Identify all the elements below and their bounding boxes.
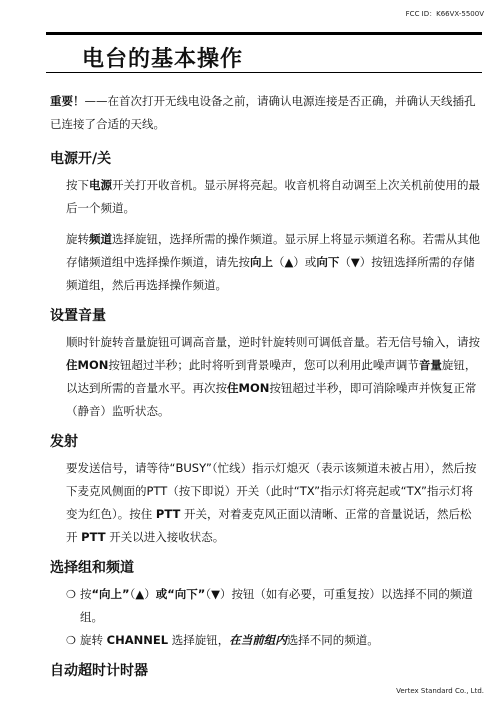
volume-paragraph bbox=[50, 331, 480, 423]
ptt-key: PTT bbox=[155, 507, 181, 521]
important-note bbox=[50, 90, 480, 136]
page-title: 电台的基本操作 bbox=[82, 47, 244, 72]
mon-key: 住MON bbox=[227, 381, 270, 395]
important-label: 重要！ bbox=[50, 94, 85, 108]
footer-company: Vertex Standard Co., Ltd. bbox=[396, 687, 484, 695]
section-transmit bbox=[50, 431, 480, 549]
ptt-key: PTT bbox=[81, 530, 106, 544]
channel-text: （▼）按钮选择所需的存储频道组，然后再选择操作频道。 bbox=[66, 255, 475, 292]
channel-key: CHANNEL bbox=[106, 633, 169, 647]
volume-text: 按钮超过半秒，即可消除噪声并恢复正常（静音）监听状态。 bbox=[66, 381, 477, 418]
mon-key: 住MON bbox=[66, 358, 109, 372]
group-text: 选择旋钮， bbox=[168, 633, 230, 647]
up-key: “向上” bbox=[91, 587, 130, 601]
group-text: 选择不同的频道。 bbox=[286, 633, 379, 647]
important-text: ——在首次打开无线电设备之前，请确认电源连接是否正确，并确认天线插孔已连接了合适的天线。 bbox=[50, 94, 476, 131]
section-power bbox=[50, 148, 480, 297]
volume-text: 旋钮，以达到所需的音量水平。再次按 bbox=[66, 358, 477, 395]
bullet-icon: ❍ bbox=[66, 634, 76, 647]
document-body bbox=[50, 90, 480, 690]
volume-key: 音量 bbox=[418, 358, 442, 372]
fcc-id: FCC ID：K66VX-5500V bbox=[405, 10, 484, 18]
group-text: 旋转 bbox=[80, 633, 107, 647]
timeout-heading: 自动超时计时器 bbox=[50, 663, 148, 679]
up-key: 向上 bbox=[250, 255, 273, 269]
group-text: 按 bbox=[80, 587, 92, 601]
section-volume bbox=[50, 305, 480, 423]
power-text: 开关打开收音机。显示屏将亮起。收音机将自动调至上次关机前使用的最后一个频道。 bbox=[66, 178, 480, 215]
channel-key: 频道 bbox=[89, 232, 112, 246]
power-key: 电源 bbox=[89, 178, 112, 192]
down-key: 向下 bbox=[316, 255, 340, 269]
volume-text: 顺时针旋转音量旋钮可调高音量，逆时针旋转则可调低音量。若无信号输入，请按 bbox=[66, 335, 480, 349]
transmit-text: 要发送信号，请等待“BUSY”（忙线）指示灯熄灭（表示该频道未被占用），然后按下麦克风侧面的PTT（按下即说）开关（此时“TX”指示灯将亮起或“TX”指示灯将变为红色）。按住 bbox=[66, 461, 477, 521]
group-heading: 选择组和频道 bbox=[50, 560, 134, 576]
bullet-text bbox=[80, 583, 480, 629]
section-timeout bbox=[50, 660, 480, 682]
title-bar bbox=[46, 32, 482, 35]
group-text: （▼）按钮（如有必要，可重复按）以选择不同的频道组。 bbox=[80, 587, 473, 624]
transmit-paragraph bbox=[50, 457, 480, 549]
section-group bbox=[50, 557, 480, 652]
bullet-text bbox=[80, 629, 379, 652]
channel-text: 选择旋钮，选择所需的操作频道。显示屏上将显示频道名称。若需从其他存储频道组中选择操作频道，请先按 bbox=[66, 232, 480, 269]
group-text: （▲） bbox=[129, 587, 156, 601]
transmit-heading: 发射 bbox=[50, 434, 78, 450]
volume-text: 按钮超过半秒；此时将听到背景噪声，您可以利用此噪声调节 bbox=[108, 358, 419, 372]
list-item bbox=[50, 629, 480, 652]
volume-heading: 设置音量 bbox=[50, 308, 106, 324]
bullet-icon: ❍ bbox=[66, 588, 76, 601]
down-key: 或“向下” bbox=[155, 587, 206, 601]
power-heading: 电源开/关 bbox=[50, 151, 112, 167]
channel-text: （▲）或 bbox=[273, 255, 317, 269]
power-paragraph-1 bbox=[50, 174, 480, 220]
list-item bbox=[50, 583, 480, 629]
emphasis-text: 在当前组内 bbox=[229, 633, 287, 647]
power-text: 按下 bbox=[66, 178, 89, 192]
transmit-text: 开关以进入接收状态。 bbox=[105, 530, 225, 544]
transmit-text: 开关，对着麦克风正面以清晰、正常的音量说话，然后松开 bbox=[66, 507, 472, 544]
power-paragraph-2 bbox=[50, 228, 480, 297]
title-rule bbox=[46, 72, 482, 73]
channel-text: 旋转 bbox=[66, 232, 89, 246]
